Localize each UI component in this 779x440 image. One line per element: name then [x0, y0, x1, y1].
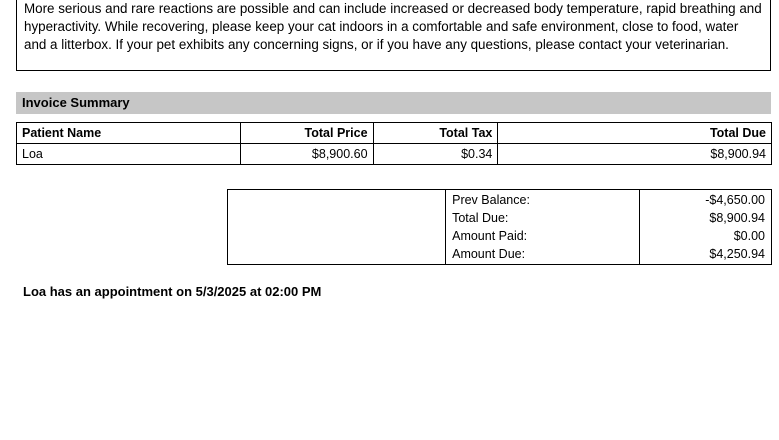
total-due-cell: $8,900.94	[498, 144, 772, 165]
care-notes-text: More serious and rare reactions are possible and can include increased or decreased body temperature, rapid breathing and hyperactivity. While recovering, please keep your cat indoors in a comfortable and safe environment, close to food, water and a litterbox. If your pet exhibits any concerning signs, or if you have any questions, please contact your veterinarian.	[24, 1, 762, 52]
column-header-total-tax: Total Tax	[373, 123, 498, 144]
balance-values-cell	[639, 190, 771, 265]
amount-due-value: $4,250.94	[709, 247, 765, 261]
invoice-summary-title: Invoice Summary	[22, 95, 130, 110]
balance-labels-cell	[446, 190, 640, 265]
total-due-label: Total Due:	[452, 211, 509, 225]
total-price-cell: $8,900.60	[240, 144, 373, 165]
column-header-total-price: Total Price	[240, 123, 373, 144]
appointment-notice: Loa has an appointment on 5/3/2025 at 02:00 PM	[23, 284, 322, 299]
column-header-total-due: Total Due	[498, 123, 772, 144]
prev-balance-value: -$4,650.00	[705, 193, 765, 207]
total-due-value: $8,900.94	[709, 211, 765, 225]
patient-name-cell: Loa	[17, 144, 241, 165]
prev-balance-label: Prev Balance:	[452, 193, 530, 207]
balance-row	[228, 190, 772, 265]
amount-due-label: Amount Due:	[452, 247, 526, 261]
balance-table	[227, 189, 772, 265]
amount-paid-value: $0.00	[733, 229, 765, 243]
care-notes-box	[16, 0, 771, 71]
table-row	[17, 144, 772, 165]
amount-paid-label: Amount Paid:	[452, 229, 528, 243]
total-tax-cell: $0.34	[373, 144, 498, 165]
invoice-summary-table	[16, 122, 772, 165]
table-header-row	[17, 123, 772, 144]
column-header-patient-name: Patient Name	[17, 123, 241, 144]
invoice-summary-header	[16, 92, 771, 114]
balance-empty-cell	[228, 190, 446, 265]
